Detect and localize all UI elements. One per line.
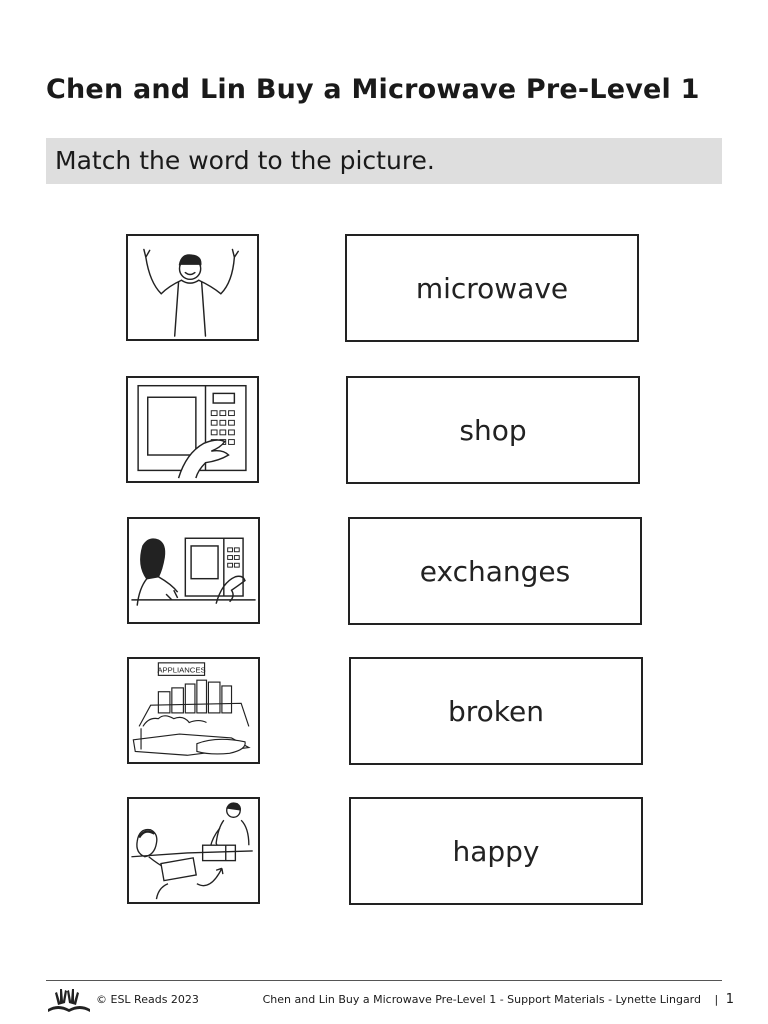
word-card-5[interactable] xyxy=(349,797,643,905)
footer-copyright: © ESL Reads 2023 xyxy=(96,993,199,1006)
picture-box-1[interactable] xyxy=(126,234,259,341)
word-label: exchanges xyxy=(419,554,571,588)
microwave-icon xyxy=(128,378,257,481)
word-card-3[interactable] xyxy=(348,517,642,625)
esl-reads-logo-icon xyxy=(46,985,92,1015)
picture-box-4[interactable] xyxy=(127,657,260,764)
word-card-4[interactable] xyxy=(349,657,643,765)
page-title: Chen and Lin Buy a Microwave Pre-Level 1 xyxy=(46,74,700,105)
page-number: 1 xyxy=(725,992,734,1007)
word-label: happy xyxy=(452,834,540,868)
appliance-shop-icon xyxy=(129,659,258,762)
word-card-2[interactable] xyxy=(346,376,640,484)
instruction-banner: Match the word to the picture. xyxy=(46,138,722,184)
picture-box-3[interactable] xyxy=(127,517,260,624)
happy-man-icon xyxy=(128,236,257,339)
footer-divider xyxy=(46,980,722,981)
picture-box-2[interactable] xyxy=(126,376,259,483)
word-label: shop xyxy=(459,413,527,447)
word-label: broken xyxy=(448,694,544,728)
word-card-1[interactable] xyxy=(345,234,639,342)
exchange-icon xyxy=(129,799,258,902)
word-label: microwave xyxy=(415,271,569,305)
footer-credit-line xyxy=(263,992,734,1007)
footer-credit: Chen and Lin Buy a Microwave Pre-Level 1 - Support Materials - Lynette Lingard xyxy=(262,993,701,1006)
shop-sign: APPLIANCES xyxy=(157,665,206,675)
footer-separator: | xyxy=(714,993,719,1006)
picture-box-5[interactable] xyxy=(127,797,260,904)
broken-microwave-icon xyxy=(129,519,258,622)
